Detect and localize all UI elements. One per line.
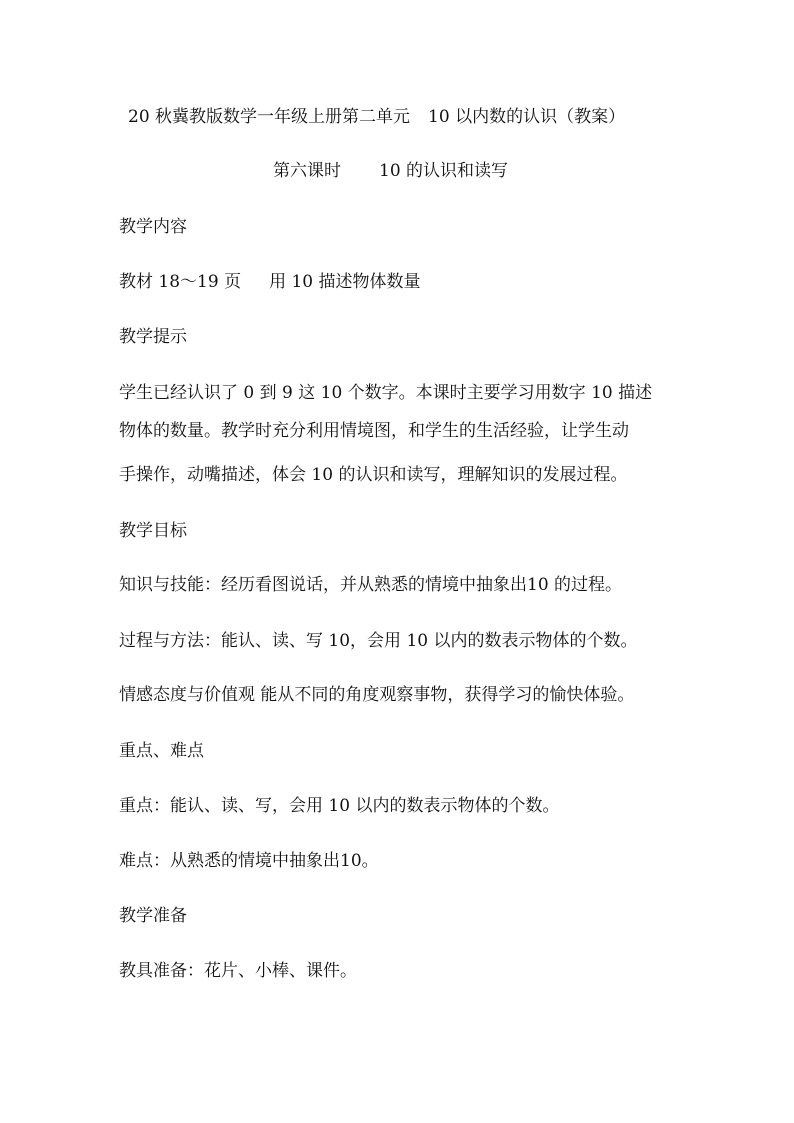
section-heading-hint: 教学提示 bbox=[119, 327, 187, 347]
goal-process: 过程与方法：能认、读、写 10，会用 10 以内的数表示物体的个数。 bbox=[119, 631, 638, 651]
difficult-point: 难点：从熟悉的情境中抽象出10。 bbox=[119, 851, 379, 871]
content-topic: 用 10 描述物体数量 bbox=[269, 272, 421, 292]
content-pages: 教材 18～19 页 bbox=[119, 272, 242, 292]
content-text bbox=[119, 272, 421, 292]
title-part-1: 20 秋冀教版数学一年级上册第二单元 bbox=[128, 107, 411, 127]
section-heading-key-points: 重点、难点 bbox=[119, 741, 204, 761]
section-heading-content: 教学内容 bbox=[119, 217, 187, 237]
hint-line-2: 物体的数量。教学时充分利用情境图，和学生的生活经验，让学生动 bbox=[119, 421, 629, 441]
lesson-subtitle bbox=[273, 161, 508, 181]
hint-line-1: 学生已经认识了 0 到 9 这 10 个数字。本课时主要学习用数字 10 描述 bbox=[119, 383, 653, 403]
key-point: 重点：能认、读、写，会用 10 以内的数表示物体的个数。 bbox=[119, 796, 560, 816]
hint-line-3: 手操作，动嘴描述，体会 10 的认识和读写，理解知识的发展过程。 bbox=[119, 465, 628, 485]
section-heading-preparation: 教学准备 bbox=[119, 906, 187, 926]
goal-emotion: 情感态度与价值观 能从不同的角度观察事物，获得学习的愉快体验。 bbox=[119, 685, 635, 705]
subtitle-part-1: 第六课时 bbox=[273, 161, 341, 181]
section-heading-goals: 教学目标 bbox=[119, 521, 187, 541]
goal-knowledge: 知识与技能：经历看图说话，并从熟悉的情境中抽象出10 的过程。 bbox=[119, 575, 623, 595]
document-title bbox=[128, 107, 625, 127]
preparation-tools: 教具准备：花片、小棒、课件。 bbox=[119, 961, 357, 981]
subtitle-part-2: 10 的认识和读写 bbox=[379, 161, 509, 181]
title-part-2: 10 以内数的认识（教案） bbox=[428, 107, 626, 127]
